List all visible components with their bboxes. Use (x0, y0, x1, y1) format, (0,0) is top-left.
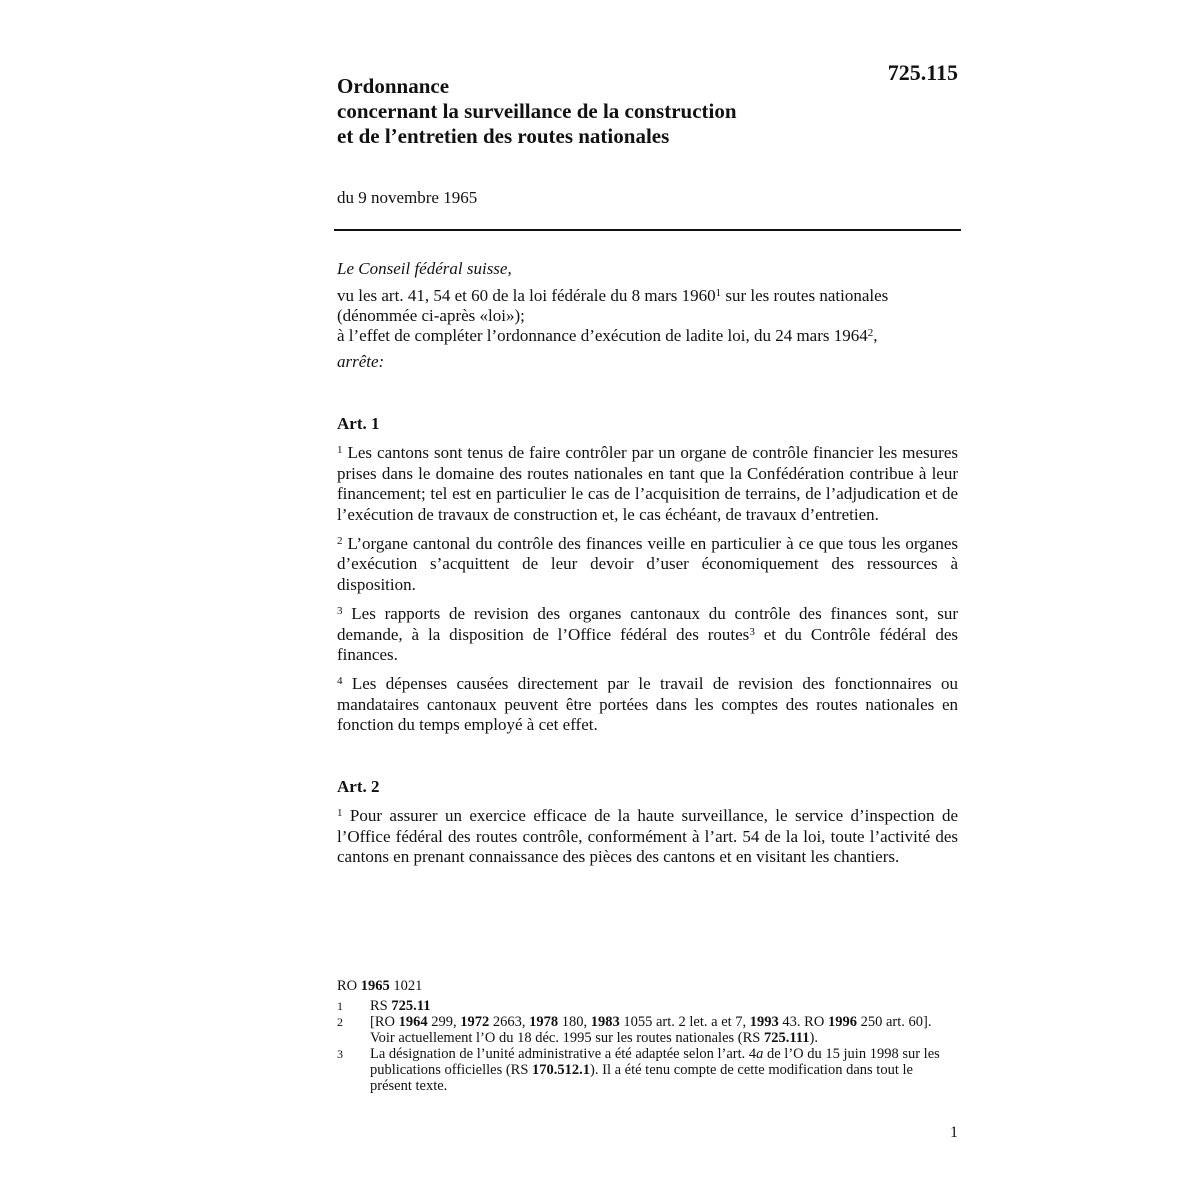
footnote-number: 3 (337, 1047, 343, 1061)
footnotes (337, 978, 958, 1094)
paragraph: $^4$ Les dépenses causées directement par le travail de revision des fonctionnaires ou mandataires cantonaux peuvent être portées dans les comptes des routes nationales en fonction du temps employé à cet effet. (337, 674, 958, 735)
preamble-line: (dénommée ci-après «loi»); (337, 306, 525, 325)
article-2 (337, 777, 958, 877)
paragraph-number: 1 (337, 444, 343, 457)
footnote-ref[interactable]: 3 (749, 625, 755, 638)
preamble (337, 259, 958, 372)
document-date: du 9 novembre 1965 (337, 188, 478, 207)
footnote (337, 998, 958, 1014)
title-line: Ordonnance (337, 74, 450, 98)
paragraph: $^1$ Pour assurer un exercice efficace de la haute surveillance, le service d’inspection de l’Office fédéral des routes contrôle, conformément à l’art. 54 de la loi, toute l’activité des cantons en prenant connaissance des pièces des cantons et en visitant les chantiers. (337, 806, 958, 867)
paragraph-number: 1 (337, 807, 343, 820)
preamble-line: à l’effet de compléter l’ordonnance d’exécution de ladite loi, du 24 mars 1964$^2$, (337, 326, 878, 345)
title-line: et de l’entretien des routes nationales (337, 124, 670, 148)
source-reference: RO 1965 1021 (337, 978, 423, 994)
article-1 (337, 414, 958, 745)
paragraph-number: 2 (337, 535, 343, 548)
footnote-text: RS 725.11 (370, 998, 431, 1014)
paragraph: $^1$ Les cantons sont tenus de faire contrôler par un organe de contrôle financier les mesures prises dans le domaine des routes nationales en tant que la Confédération contribue à leur financement; tel est en particulier le cas de l’acquisition de terrains, de l’adjudication et de l’exécution de travaux de construction et, le cas échéant, de travaux d’entretien. (337, 443, 958, 524)
article-heading: Art. 1 (337, 414, 380, 433)
page-number: 1 (950, 1124, 958, 1141)
document-title (337, 74, 857, 149)
paragraph-number: 4 (337, 675, 343, 688)
footnote-ref[interactable]: 2 (867, 327, 874, 339)
footnote-text: La désignation de l’unité administrative a été adaptée selon l’art. 4a de l’O du 15 juin 1998 sur les publications officielles (RS 170.512.1). Il a été tenu compte de cette modification dans tout le présent texte. (370, 1046, 940, 1094)
paragraph: $^3$ Les rapports de revision des organes cantonaux du contrôle des finances sont, sur demande, à la disposition de l’Office fédéral des routes$^3$ et du Contrôle fédéral des finances. (337, 604, 958, 665)
paragraph-number: 3 (337, 605, 343, 618)
footnote (337, 1046, 958, 1094)
footnote-ref[interactable]: 1 (715, 287, 722, 299)
article-heading: Art. 2 (337, 777, 380, 796)
footnote (337, 1014, 958, 1046)
preamble-line: vu les art. 41, 54 et 60 de la loi fédérale du 8 mars 1960$^1$ sur les routes nationales (337, 286, 889, 305)
footnote-number: 2 (337, 1015, 343, 1029)
preamble-decree: arrête: (337, 352, 385, 371)
title-line: concernant la surveillance de la construction (337, 99, 737, 123)
rs-number: 725.115 (887, 60, 958, 85)
footnote-text: [RO 1964 299, 1972 2663, 1978 180, 1983 1055 art. 2 let. a et 7, 1993 43. RO 1996 250 art. 60]. Voir actuellement l’O du 18 déc. 1995 sur les routes nationales (RS 725.111). (370, 1014, 932, 1046)
header-divider (334, 229, 961, 231)
preamble-authority: Le Conseil fédéral suisse, (337, 259, 512, 278)
footnote-number: 1 (337, 999, 343, 1013)
paragraph: $^2$ L’organe cantonal du contrôle des finances veille en particulier à ce que tous les organes d’exécution s’acquittent de leur devoir d’user économiquement des ressources à disposition. (337, 534, 958, 594)
